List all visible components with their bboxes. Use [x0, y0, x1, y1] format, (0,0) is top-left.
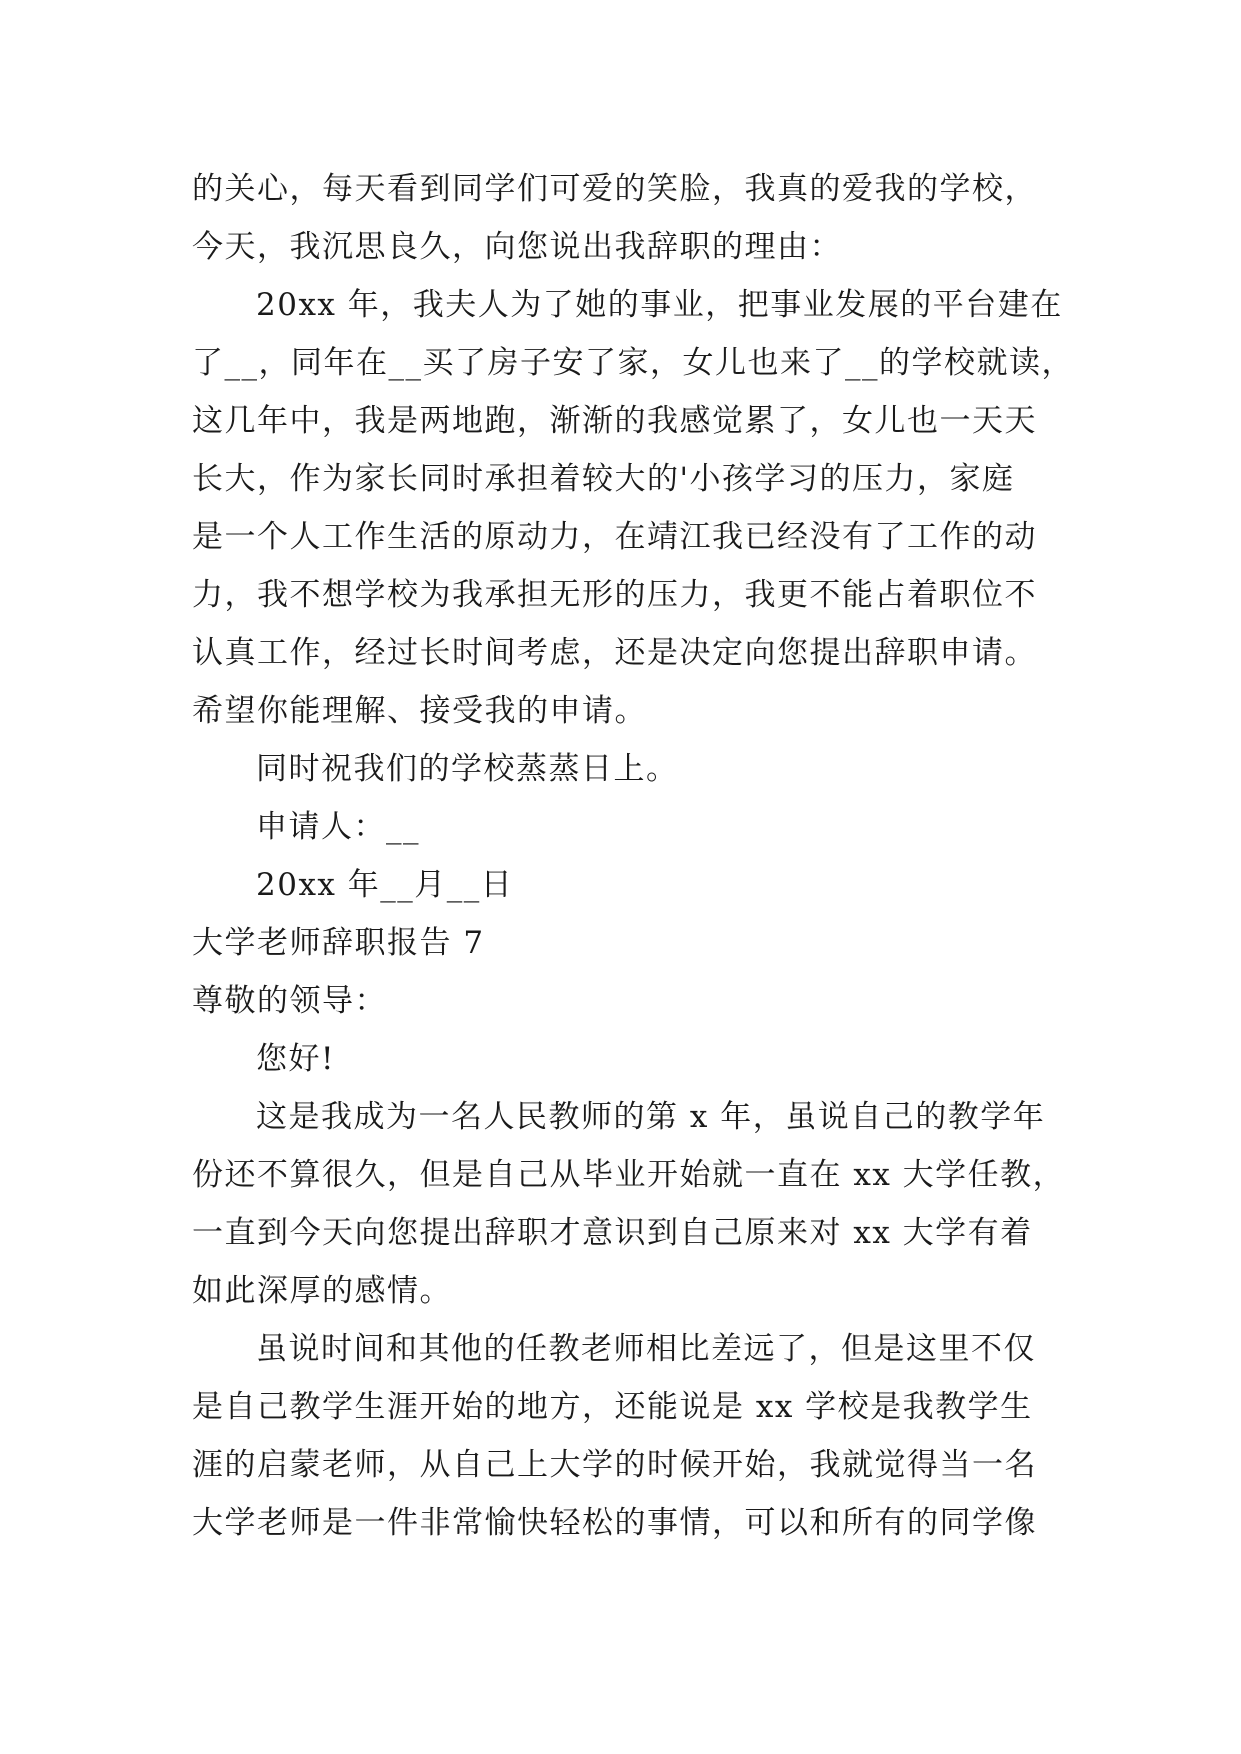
text-line: 如此深厚的感情。 [192, 1273, 452, 1309]
text-line: 是自己教学生涯开始的地方，还能说是 xx 学校是我教学生 [192, 1389, 1033, 1425]
text-line: 力，我不想学校为我承担无形的压力，我更不能占着职位不 [192, 577, 1037, 613]
text-line: 长大，作为家长同时承担着较大的'小孩学习的压力，家庭 [192, 461, 1015, 497]
body-text [192, 160, 1072, 1552]
text-line: 今天，我沉思良久，向您说出我辞职的理由： [192, 229, 842, 265]
paragraph-first-line: 虽说时间和其他的任教老师相比差远了，但是这里不仅 [256, 1331, 1036, 1367]
greeting: 您好! [256, 1041, 335, 1077]
text-line: 这几年中，我是两地跑，渐渐的我感觉累了，女儿也一天天 [192, 403, 1037, 439]
text-line: 的关心，每天看到同学们可爱的笑脸，我真的爱我的学校， [192, 171, 1037, 207]
section-heading: 大学老师辞职报告 7 [192, 925, 485, 961]
date-line: 20xx 年__月__日 [256, 867, 514, 903]
text-line: 希望你能理解、接受我的申请。 [192, 693, 647, 729]
applicant-line: 申请人：__ [256, 809, 420, 845]
closing-wish: 同时祝我们的学校蒸蒸日上。 [256, 751, 679, 787]
text-line: 认真工作，经过长时间考虑，还是决定向您提出辞职申请。 [192, 635, 1037, 671]
text-line: 一直到今天向您提出辞职才意识到自己原来对 xx 大学有着 [192, 1215, 1033, 1251]
text-line: 涯的启蒙老师，从自己上大学的时候开始，我就觉得当一名 [192, 1447, 1037, 1483]
text-line: 是一个人工作生活的原动力，在靖江我已经没有了工作的动 [192, 519, 1037, 555]
text-line: 份还不算很久，但是自己从毕业开始就一直在 xx 大学任教， [192, 1157, 1066, 1193]
text-line: 大学老师是一件非常愉快轻松的事情，可以和所有的同学像 [192, 1505, 1037, 1541]
paragraph-first-line: 这是我成为一名人民教师的第 x 年，虽说自己的教学年 [256, 1099, 1046, 1135]
paragraph-first-line: 20xx 年，我夫人为了她的事业，把事业发展的平台建在 [256, 287, 1063, 323]
salutation: 尊敬的领导： [192, 983, 387, 1019]
text-line: 了__，同年在__买了房子安了家，女儿也来了__的学校就读， [192, 345, 1074, 381]
